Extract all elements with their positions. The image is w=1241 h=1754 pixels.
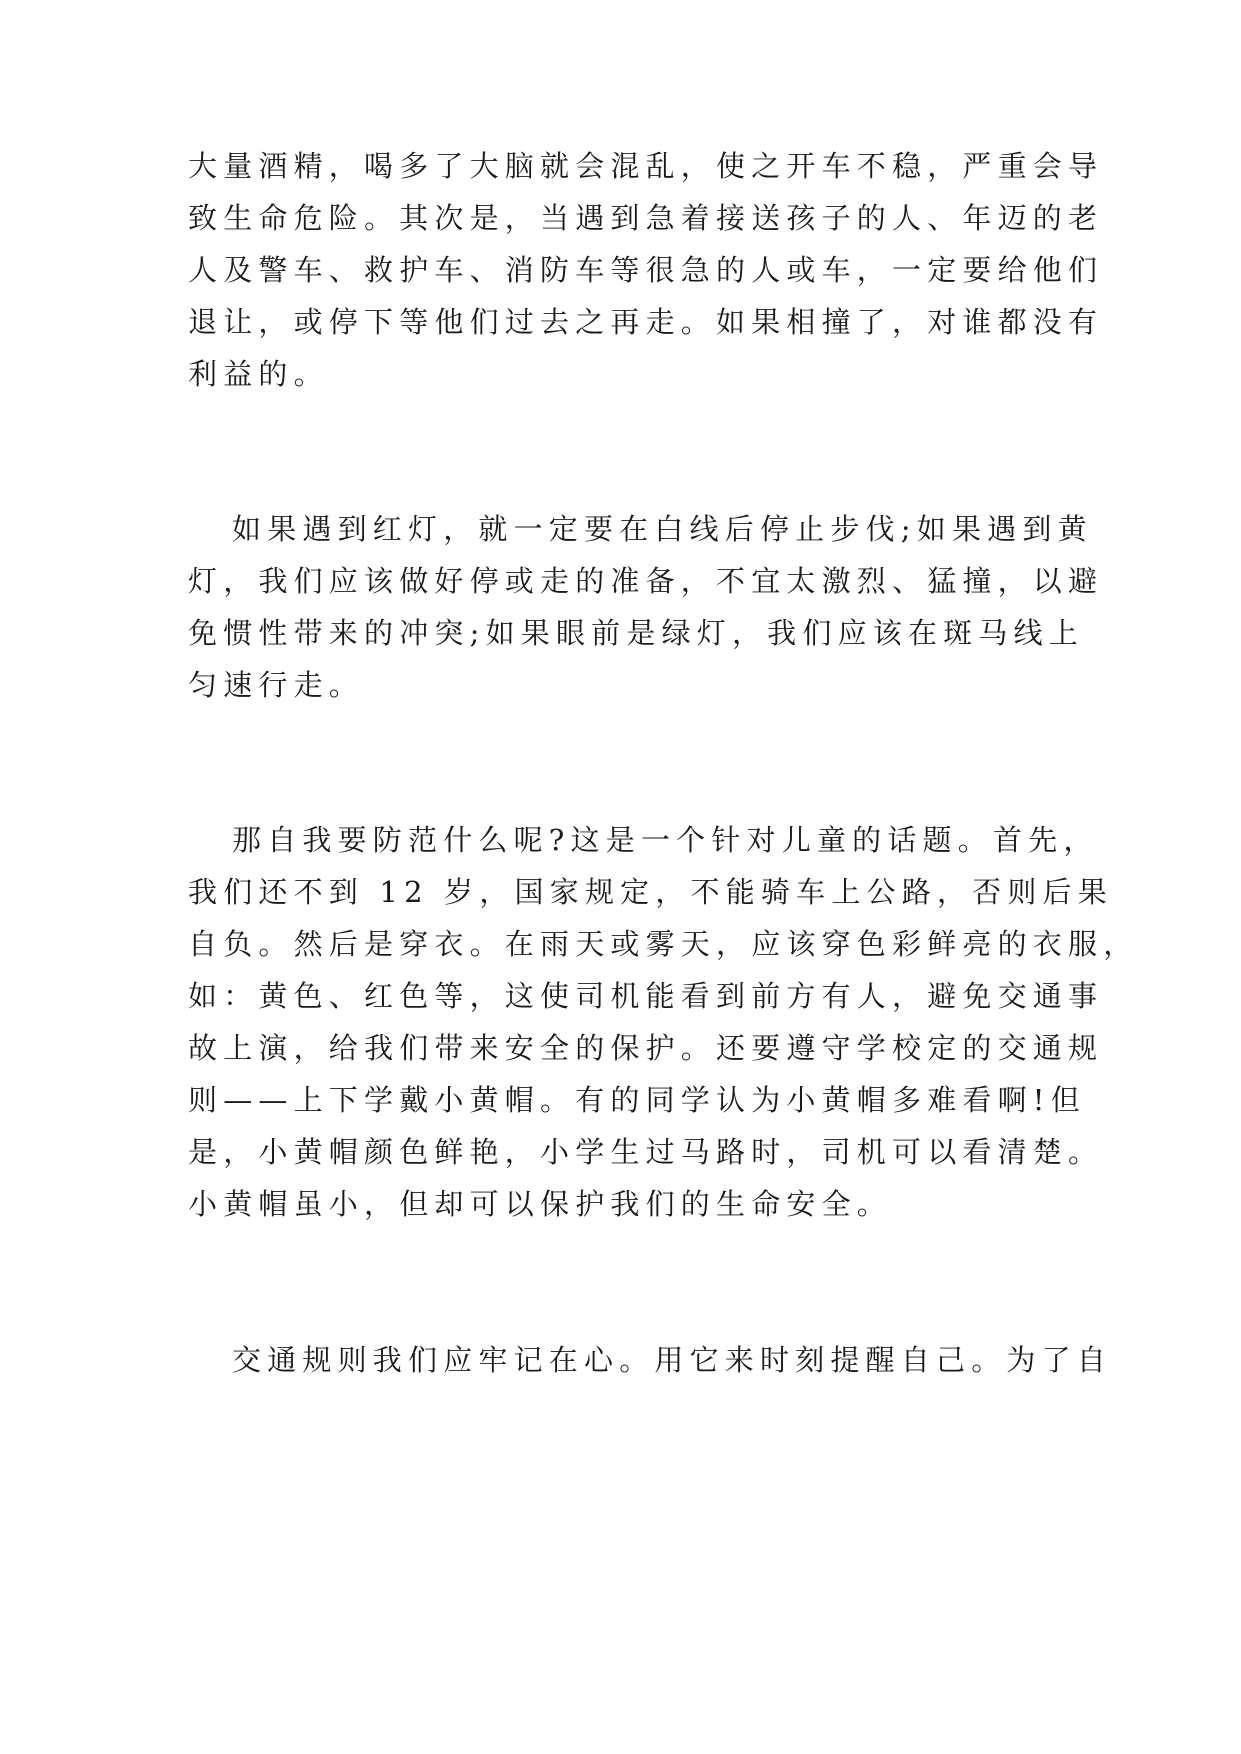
paragraph-line: 则——上下学戴小黄帽。有的同学认为小黄帽多难看啊!但	[188, 1083, 1086, 1117]
paragraph-line: 我们还不到 12 岁，国家规定，不能骑车上公路，否则后果	[188, 875, 1113, 909]
paragraph-line: 如：黄色、红色等，这使司机能看到前方有人，避免交通事	[188, 979, 1104, 1013]
paragraph-line: 利益的。	[188, 357, 329, 391]
paragraph-line: 人及警车、救护车、消防车等很急的人或车，一定要给他们	[188, 253, 1104, 287]
paragraph-line: 致生命危险。其次是，当遇到急着接送孩子的人、年迈的老	[188, 201, 1104, 235]
paragraph-line: 灯，我们应该做好停或走的准备，不宜太激烈、猛撞，以避	[188, 564, 1104, 598]
paragraph-line: 匀速行走。	[188, 668, 365, 702]
paragraph-line: 自负。然后是穿衣。在雨天或雾天，应该穿色彩鲜亮的衣服，	[188, 927, 1139, 961]
paragraph-line: 大量酒精，喝多了大脑就会混乱，使之开车不稳，严重会导	[188, 149, 1104, 183]
paragraph-line: 是，小黄帽颜色鲜艳，小学生过马路时，司机可以看清楚。	[188, 1135, 1104, 1169]
paragraph-line: 那自我要防范什么呢?这是一个针对儿童的话题。首先，	[232, 823, 1099, 857]
paragraph-line: 免惯性带来的冲突;如果眼前是绿灯，我们应该在斑马线上	[188, 616, 1084, 650]
paragraph-line: 故上演，给我们带来安全的保护。还要遵守学校定的交通规	[188, 1031, 1104, 1065]
paragraph-line: 退让，或停下等他们过去之再走。如果相撞了，对谁都没有	[188, 305, 1104, 339]
paragraph-line: 交通规则我们应牢记在心。用它来时刻提醒自己。为了自	[232, 1343, 1113, 1377]
paragraph-line: 小黄帽虽小，但却可以保护我们的生命安全。	[188, 1187, 893, 1221]
paragraph-line: 如果遇到红灯，就一定要在白线后停止步伐;如果遇到黄	[232, 512, 1093, 546]
